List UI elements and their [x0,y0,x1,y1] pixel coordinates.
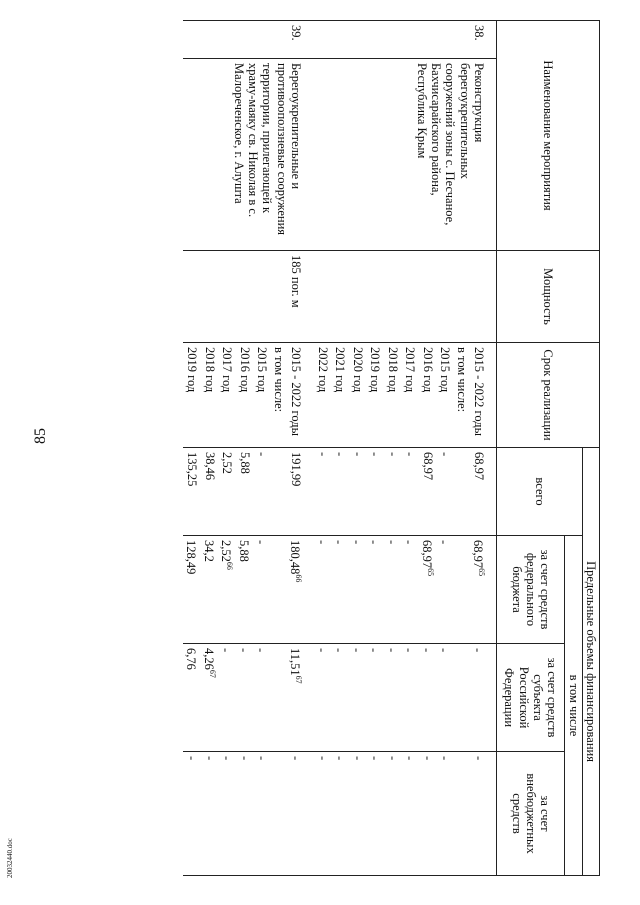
regional-cell [270,644,286,752]
extrabudget-cell: - [331,752,349,876]
federal-cell [331,536,349,644]
header-financing: Предельные объемы финансирования [582,448,599,876]
federal-cell [470,536,497,644]
extrabudget-cell: - [287,752,314,876]
regional-cell [200,644,218,752]
total-cell: - [313,448,331,536]
regional-cell [313,644,331,752]
federal-value: 5,88 [236,540,251,562]
project-name: Берегоукрепительные и противооползневые сооружения территории, прилегающей к храму-маяку св. Николая в с. Малореченское, г. Алушта [183,59,314,251]
period-cell: 2015 - 2022 годы [470,343,497,448]
regional-cell [436,644,454,752]
total-cell: 68,97 [470,448,497,536]
regional-value: 6,76 [183,648,198,670]
total-cell: 135,25 [183,448,201,536]
regional-value: - [437,648,452,653]
extrabudget-cell [270,752,286,876]
extrabudget-cell: - [436,752,454,876]
extrabudget-cell: - [183,752,201,876]
header-extrabudget: за счет внебюджетных средств [497,752,565,876]
extrabudget-cell: - [253,752,271,876]
federal-footnote: 66 [225,561,235,570]
page-number: 85 [32,428,49,444]
federal-cell [401,536,419,644]
total-cell: 68,97 [418,448,436,536]
regional-cell [470,644,497,752]
federal-value: 2,52 [218,540,233,562]
header-including: в том числе [565,536,582,876]
extrabudget-cell: - [218,752,236,876]
federal-cell [218,536,236,644]
regional-value: - [236,648,251,653]
total-cell: - [331,448,349,536]
header-regional: за счет средств субъекта Российской Федерации [497,644,565,752]
project-capacity [313,251,497,343]
total-cell: - [436,448,454,536]
federal-value: - [367,540,382,545]
total-cell: - [366,448,384,536]
total-cell: - [253,448,271,536]
federal-value: - [314,540,329,545]
regional-cell [418,644,436,752]
header-period: Срок реализации [497,343,600,448]
total-cell: 38,46 [200,448,218,536]
federal-cell [235,536,253,644]
regional-cell [331,644,349,752]
regional-cell [183,644,201,752]
federal-value: 68,97 [471,540,486,569]
extrabudget-cell: - [348,752,366,876]
regional-cell [287,644,314,752]
regional-value: - [402,648,417,653]
regional-value: - [254,648,269,653]
period-cell: 2022 год [313,343,331,448]
federal-value: 128,49 [183,540,198,575]
total-cell: - [383,448,401,536]
period-cell: 2015 год [436,343,454,448]
extrabudget-cell: - [383,752,401,876]
project-name: Реконструкция берегоукрепительных сооружений зоны с. Песчаное, Бахчисарайского района, Республика Крым [313,59,497,251]
federal-cell [183,536,201,644]
federal-value: - [384,540,399,545]
total-cell: 2,52 [218,448,236,536]
extrabudget-cell: - [418,752,436,876]
total-cell [453,448,469,536]
federal-cell [313,536,331,644]
regional-footnote: 67 [207,669,217,678]
regional-cell [253,644,271,752]
header-total: всего [497,448,582,536]
regional-cell [401,644,419,752]
period-cell: 2018 год [200,343,218,448]
table-header [497,21,600,876]
regional-value: - [332,648,346,653]
federal-cell [200,536,218,644]
federal-value: - [402,540,417,545]
federal-value: - [332,540,346,545]
federal-value: 68,97 [419,540,434,569]
period-cell: в том числе: [453,343,469,448]
regional-value: - [314,648,329,653]
federal-cell [287,536,314,644]
financing-table [183,20,600,876]
regional-cell [348,644,366,752]
extrabudget-cell: - [200,752,218,876]
regional-cell [235,644,253,752]
financing-table-container [68,20,600,875]
regional-cell [383,644,401,752]
regional-footnote: 67 [294,675,304,684]
regional-value: - [471,648,486,653]
period-cell: 2018 год [383,343,401,448]
period-cell: 2019 год [183,343,201,448]
header-capacity: Мощность [497,251,600,343]
project-capacity: 185 пог. м [183,251,314,343]
total-cell: - [401,448,419,536]
period-cell: 2019 год [366,343,384,448]
federal-cell [366,536,384,644]
federal-value: - [437,540,452,545]
federal-value: 34,2 [201,540,216,562]
regional-value: - [367,648,382,653]
period-cell: 2020 год [348,343,366,448]
period-cell: в том числе: [270,343,286,448]
period-cell: 2021 год [331,343,349,448]
federal-cell [348,536,366,644]
project-number: 39. [183,21,314,59]
regional-cell [366,644,384,752]
total-cell: 191,99 [287,448,314,536]
table-row [470,21,497,876]
federal-value: 180,48 [287,540,302,575]
regional-cell [453,644,469,752]
regional-value: - [419,648,434,653]
period-cell: 2015 год [253,343,271,448]
federal-footnote: 65 [425,568,435,577]
regional-value: 4,26 [201,648,216,670]
total-cell: 5,88 [235,448,253,536]
project-number: 38. [313,21,497,59]
federal-cell [453,536,469,644]
federal-cell [383,536,401,644]
regional-value: 11,51 [287,648,302,676]
federal-footnote: 65 [477,568,487,577]
period-cell: 2017 год [401,343,419,448]
total-cell [270,448,286,536]
regional-cell [218,644,236,752]
regional-value: - [384,648,399,653]
extrabudget-cell: - [401,752,419,876]
extrabudget-cell: - [366,752,384,876]
extrabudget-cell: - [470,752,497,876]
federal-cell [270,536,286,644]
total-cell: - [348,448,366,536]
table-body [183,21,497,876]
period-cell: 2015 - 2022 годы [287,343,314,448]
extrabudget-cell [453,752,469,876]
federal-value: - [254,540,269,545]
document-id: 20032440.doc [6,838,14,878]
regional-value: - [218,648,233,653]
extrabudget-cell: - [313,752,331,876]
federal-value: - [349,540,364,545]
federal-cell [253,536,271,644]
regional-value: - [349,648,364,653]
federal-cell [436,536,454,644]
period-cell: 2016 год [235,343,253,448]
header-name: Наименование мероприятия [497,21,600,251]
federal-footnote: 66 [294,574,304,583]
extrabudget-cell: - [235,752,253,876]
federal-cell [418,536,436,644]
header-federal: за счет средств федерального бюджета [497,536,565,644]
period-cell: 2016 год [418,343,436,448]
table-row [287,21,314,876]
period-cell: 2017 год [218,343,236,448]
